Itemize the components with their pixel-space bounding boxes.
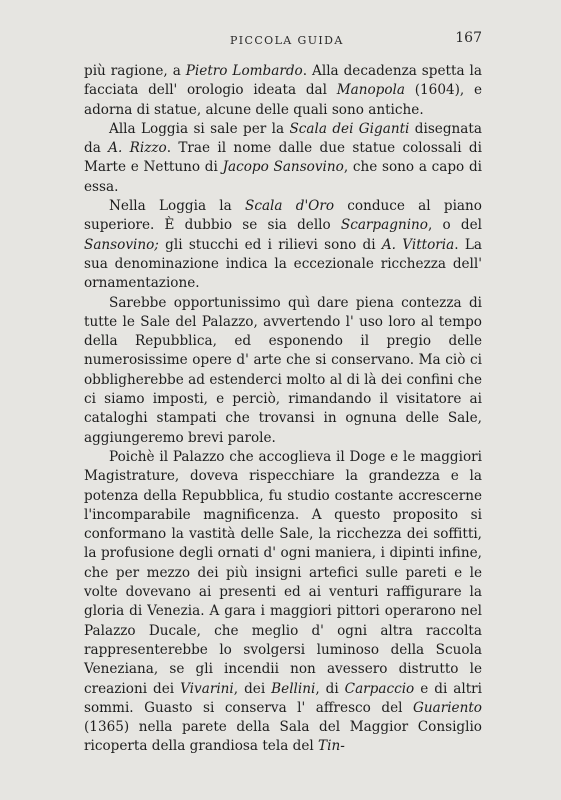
italic-name: Bellini	[271, 680, 316, 697]
italic-name: Scarpagnino	[340, 217, 428, 234]
text-run: disegnata da	[84, 120, 482, 157]
italic-name: Pietro Lombardo	[185, 63, 303, 79]
text-run: , dei	[233, 680, 272, 697]
text-run: , o del	[428, 217, 482, 234]
italic-name: A. Rizzo	[108, 140, 167, 157]
text-run: Sarebbe opportunissimo quì dare piena contezza di tutte le Sale del Palazzo, avvertendo l' uso loro al tempo della Repubblica, ed esponendo il pregio delle numerosissime opere d' arte che si conservano. Ma ciò ci obbligherebbe ad estenderci molto al di là dei confini che ci siamo imposti, e perciò, rimandando il visitatore ai cataloghi stampati che trovansi in ognuna delle Sale, aggiungeremo brevi parole.	[84, 294, 482, 446]
italic-name: Guariento	[412, 699, 482, 716]
text-run: . Alla decadenza spetta la facciata dell' orologio ideata dal	[84, 63, 482, 99]
paragraph	[84, 197, 482, 293]
text-run: conduce al piano superiore. È dubbio se sia dello	[84, 198, 482, 234]
text-run: più ragione, a	[84, 63, 186, 79]
italic-name: A. Vittoria	[381, 236, 455, 253]
italic-name: Scala d'Oro	[245, 198, 335, 215]
paragraph	[84, 294, 482, 448]
page-number: 167	[455, 30, 482, 46]
body-text	[84, 62, 482, 757]
text-run: Alla Loggia si sale per la	[109, 120, 290, 137]
paragraph	[84, 62, 482, 120]
paragraph	[84, 120, 482, 197]
italic-name: Carpaccio	[344, 680, 415, 697]
paragraph	[84, 448, 482, 757]
italic-name: Scala dei Giganti	[289, 120, 410, 137]
italic-name: Tin-	[318, 738, 345, 755]
italic-name: Vivarini	[180, 680, 234, 697]
italic-name: Manopola	[336, 82, 405, 99]
text-run: , che sono a capo di essa.	[84, 159, 483, 195]
text-run: gli stucchi ed i rilievi sono di	[158, 236, 382, 253]
text-run: e di altri sommi. Guasto si conserva l' affresco del	[84, 680, 483, 716]
text-run: . La sua denominazione indica la eccezionale ricchezza dell' ornamentazione.	[84, 236, 482, 292]
text-run: Nella Loggia la	[109, 198, 246, 215]
italic-name: Sansovino;	[84, 236, 159, 253]
running-title: PICCOLA GUIDA	[230, 34, 344, 47]
text-run: Poichè il Palazzo che accoglieva il Doge e le maggiori Magistrature, doveva rispecchiare la grandezza e la potenza della Repubblica, fu studio costante accrescerne l'incomparabile magnificenza. A questo proposito si conformano la vastità delle Sale, la ricchezza dei soffitti, la profusione degli ornati d' ogni maniera, i dipinti infine, che per mezzo dei più insigni artefici sulle pareti e le volte dovevano ai presenti ed ai venturi raffigurare la gloria di Venezia. A gara i maggiori pittori operarono nel Palazzo Ducale, che meglio d' ogni altra raccolta rappresenterebbe lo svolgersi luminoso della Scuola Veneziana, se gli incendii non avessero distrutto le creazioni dei	[84, 448, 482, 697]
page-header	[84, 30, 482, 52]
text-run: . Trae il nome dalle due statue colossali di Marte e Nettuno di	[84, 140, 482, 176]
text-run: , di	[315, 680, 345, 697]
italic-name: Jacopo Sansovino	[222, 159, 344, 176]
text-run: (1365) nella parete della Sala del Maggior Consiglio ricoperta della grandiosa tela del	[84, 719, 482, 755]
text-run: (1604), e adorna di statue, alcune delle quali sono antiche.	[84, 82, 482, 118]
